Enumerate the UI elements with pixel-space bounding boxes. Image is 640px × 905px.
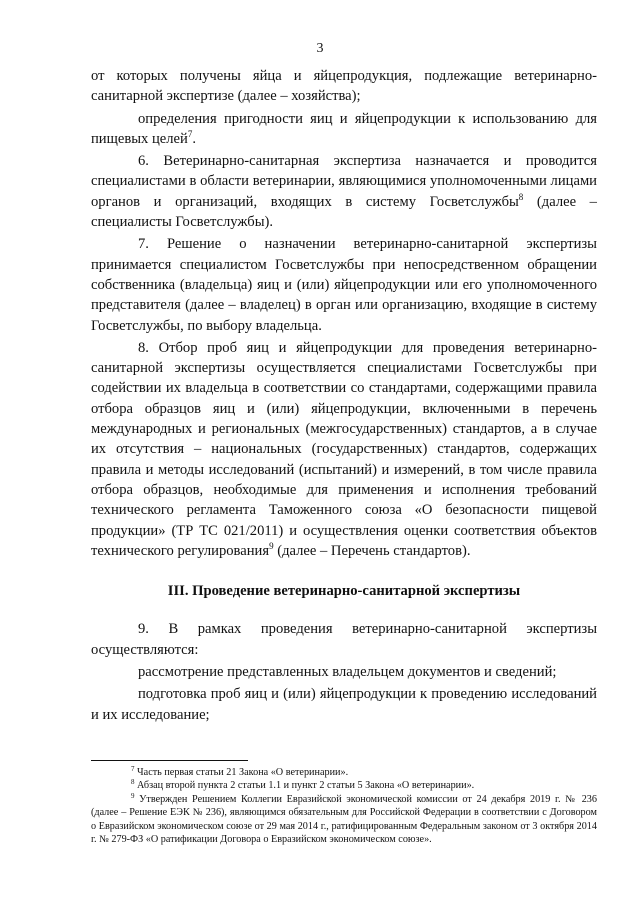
paragraph: 9. В рамках проведения ветеринарно-санитарной экспертизы осуществляются:: [91, 621, 597, 658]
paragraph: рассмотрение представленных владельцем документов и сведений;: [138, 664, 557, 681]
body-text: [91, 66, 597, 725]
footnote: $^7$ Часть первая статьи 21 Закона «О ветеринарии».: [131, 765, 349, 778]
footnote: $^8$ Абзац второй пункта 2 статьи 1.1 и пункт 2 статьи 5 Закона «О ветеринарии».: [131, 778, 475, 792]
footnote-separator: [91, 760, 248, 761]
paragraph: 7. Решение о назначении ветеринарно-санитарной экспертизы принимается специалистом Госветслужбы при непосредственном обращении собственника (владельца) яиц и (или) яйцепродукции или его уполномоченного представителя (далее – владелец) в орган или организацию, входящие в систему Госветслужбы, по выбору владельца.: [91, 236, 597, 334]
section-heading: III. Проведение ветеринарно-санитарной экспертизы: [167, 583, 521, 600]
paragraph: подготовка проб яиц и (или) яйцепродукции к проведению исследований и их исследование;: [91, 686, 597, 723]
footnote-ref: 9: [269, 540, 274, 551]
paragraph: от которых получены яйца и яйцепродукция, подлежащие ветеринарно-санитарной экспертизе (далее – хозяйства);: [91, 68, 597, 105]
paragraph: определения пригодности яиц и яйцепродукции к использованию для пищевых целей$^7$.: [91, 110, 597, 147]
paragraph: 6. Ветеринарно-санитарная экспертиза назначается и проводится специалистами в области ветеринарии, являющимися уполномоченными лицами органов и организаций, входящих в систему Госветслужбы$^8$ (далее – специалисты Госветслужбы).: [91, 153, 597, 231]
page-number: 3: [316, 41, 324, 56]
footnote-ref: 7: [187, 128, 193, 139]
footnote: $^9$ Утвержден Решением Коллегии Евразийской экономической комиссии от 24 декабря 2019 г. № 236 (далее – Решение ЕЭК № 236), являющимся обязательным для Российской Федерации в соответствии с Договором о Евразийском экономическом союзе от 29 мая 2014 г., ратифицированным Федеральным законом от 3 октября 2014 г. № 279-ФЗ «О ратификации Договора о Евразийском экономическом союзе».: [91, 791, 597, 846]
paragraph: 8. Отбор проб яиц и яйцепродукции для проведения ветеринарно-санитарной экспертизы осуществляется специалистами Госветслужбы при содействии их владельца в соответствии со стандартами, содержащими правила отбора образцов яиц и (или) яйцепродукции, включенными в перечень международных и региональных (межгосударственных) стандартов, а в случае их отсутствия – национальных (государственных) стандартов, содержащих правила и методы исследований (испытаний) и измерений, в том числе правила отбора образцов, необходимые для применения и исполнения требований технического регламента Таможенного союза «О безопасности пищевой продукции» (ТР ТС 021/2011) и осуществления оценки соответствия объектов технического регулирования$^9$ (далее – Перечень стандартов).: [91, 339, 597, 559]
footnotes: [91, 766, 597, 846]
footnote-ref: 8: [518, 191, 524, 202]
